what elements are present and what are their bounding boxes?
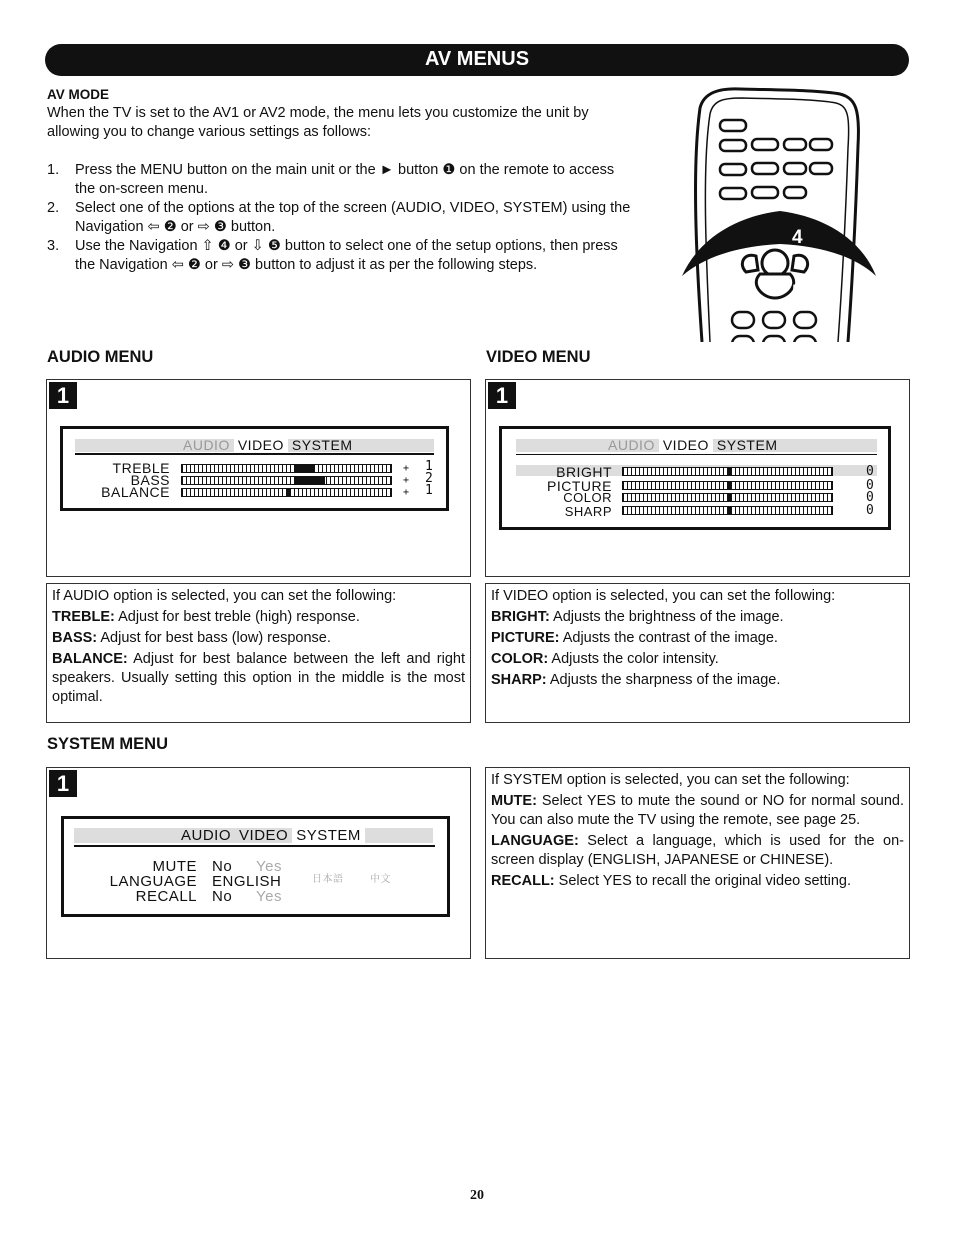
audio-desc-item: BALANCE: Adjust for best balance between the left and right speakers. Usually setting this option in the middle is the most optimal. xyxy=(52,651,465,705)
system-desc-intro: If SYSTEM option is selected, you can set the following: xyxy=(491,772,850,788)
callout-5: 5 xyxy=(792,282,803,303)
step-badge: 1 xyxy=(49,770,77,797)
balance-label: BALANCE xyxy=(101,484,170,500)
system-menu-title: SYSTEM MENU xyxy=(47,735,169,753)
bass-slider-thumb xyxy=(295,476,325,485)
tab-audio: AUDIO xyxy=(608,437,655,453)
av-mode-heading: AV MODE xyxy=(47,87,110,102)
tab-video: VIDEO xyxy=(659,439,713,452)
tab-system: SYSTEM xyxy=(716,437,778,453)
video-desc-item: BRIGHT: Adjusts the brightness of the image. xyxy=(491,609,784,625)
video-description xyxy=(485,583,910,723)
balance-slider-thumb xyxy=(286,488,291,497)
tab-audio: AUDIO xyxy=(183,437,230,453)
tab-system: SYSTEM xyxy=(292,828,365,843)
callout-2: 2 xyxy=(718,257,729,278)
system-desc-item: RECALL: Select YES to recall the original video setting. xyxy=(491,873,851,889)
video-desc-item: PICTURE: Adjusts the contrast of the image. xyxy=(491,630,778,646)
callout-4: 4 xyxy=(792,227,803,248)
treble-slider-thumb xyxy=(295,464,315,473)
bass-sign: + xyxy=(403,475,410,486)
color-label: COLOR xyxy=(563,490,612,505)
recall-label: RECALL xyxy=(135,888,197,905)
system-osd-panel xyxy=(46,767,471,959)
system-desc-item: MUTE: Select YES to mute the sound or NO for normal sound. You can also mute the TV using the remote, see page 25. xyxy=(491,793,904,828)
bass-value: 2 xyxy=(425,471,434,486)
system-osd-screen xyxy=(61,816,450,917)
color-value: 0 xyxy=(866,490,875,505)
intro-section xyxy=(47,85,637,275)
osd-divider xyxy=(74,845,435,847)
video-menu-title: VIDEO MENU xyxy=(486,348,591,366)
picture-label: PICTURE xyxy=(547,478,612,494)
sharp-slider xyxy=(622,506,833,515)
bright-value: 0 xyxy=(866,464,875,479)
video-osd-screen xyxy=(499,426,891,530)
video-desc-intro: If VIDEO option is selected, you can set the following: xyxy=(491,588,836,604)
page-number: 20 xyxy=(470,1188,484,1203)
sharp-label: SHARP xyxy=(564,504,612,519)
picture-slider xyxy=(622,481,833,490)
mute-label: MUTE xyxy=(152,858,197,875)
bass-label: BASS xyxy=(130,472,170,488)
sharp-slider-thumb xyxy=(727,506,732,515)
language-option-english: ENGLISH xyxy=(212,873,282,890)
system-description xyxy=(485,767,910,959)
mute-option-yes: Yes xyxy=(256,858,282,875)
treble-label: TREBLE xyxy=(112,460,170,476)
video-desc-item: SHARP: Adjusts the sharpness of the image. xyxy=(491,672,781,688)
tab-video: VIDEO xyxy=(234,439,288,452)
treble-value: 1 xyxy=(425,459,434,474)
audio-desc-item: BASS: Adjust for best bass (low) response. xyxy=(52,630,331,646)
steps-list xyxy=(47,161,637,275)
audio-osd-tabs xyxy=(75,439,434,452)
color-slider xyxy=(622,493,833,502)
osd-divider xyxy=(516,454,877,455)
treble-sign: + xyxy=(403,463,410,474)
mute-option-no: No xyxy=(212,858,233,875)
step-badge: 1 xyxy=(488,382,516,409)
step-item: 1. Press the MENU button on the main unit or the ► button ❶ on the remote to access the on-screen menu. xyxy=(47,162,615,197)
system-osd-tabs xyxy=(74,828,433,843)
osd-divider xyxy=(75,453,434,455)
tab-system: SYSTEM xyxy=(291,437,353,453)
remote-control-illustration xyxy=(680,86,880,342)
language-option-chinese: 中文 xyxy=(370,874,391,885)
picture-slider-thumb xyxy=(727,481,732,490)
bright-label: BRIGHT xyxy=(556,464,612,480)
page-title: AV MENUS xyxy=(45,44,909,76)
step-item: 3. Use the Navigation ⇧ ❹ or ⇩ ❺ button to select one of the setup options, then press the Navigation ⇦ ❷ or ⇨ ❸ button to adjust it as per the following steps. xyxy=(47,238,618,273)
system-desc-item: LANGUAGE: Select a language, which is used for the on-screen display (ENGLISH, JAPANESE or CHINESE). xyxy=(491,833,904,868)
tab-video: VIDEO xyxy=(239,827,289,844)
language-option-japanese: 日本語 xyxy=(312,874,344,885)
balance-value: 1 xyxy=(425,483,434,498)
recall-option-yes: Yes xyxy=(256,888,282,905)
bright-slider-thumb xyxy=(727,467,732,476)
tab-audio: AUDIO xyxy=(181,827,232,844)
video-desc-item: COLOR: Adjusts the color intensity. xyxy=(491,651,719,667)
video-osd-panel xyxy=(485,379,910,577)
video-osd-tabs xyxy=(516,439,877,452)
audio-description xyxy=(46,583,471,723)
audio-desc-intro: If AUDIO option is selected, you can set the following: xyxy=(52,588,397,604)
step-item: 2. Select one of the options at the top of the screen (AUDIO, VIDEO, SYSTEM) using the Navigation ⇦ ❷ or ⇨ ❸ button. xyxy=(47,200,631,235)
audio-menu-title: AUDIO MENU xyxy=(47,348,154,366)
picture-value: 0 xyxy=(866,478,875,493)
callout-3: 3 xyxy=(823,255,834,276)
audio-osd-panel xyxy=(46,379,471,577)
bright-slider xyxy=(622,467,833,476)
balance-sign: + xyxy=(403,487,410,498)
treble-slider xyxy=(181,464,392,473)
sharp-value: 0 xyxy=(866,503,875,518)
language-label: LANGUAGE xyxy=(109,873,197,890)
bass-slider xyxy=(181,476,392,485)
recall-option-no: No xyxy=(212,888,233,905)
intro-text: When the TV is set to the AV1 or AV2 mode, the menu lets you customize the unit by allowing you to change various settings as follows: xyxy=(47,105,589,140)
step-badge: 1 xyxy=(49,382,77,409)
audio-osd-screen xyxy=(60,426,449,511)
balance-slider xyxy=(181,488,392,497)
color-slider-thumb xyxy=(727,493,732,502)
audio-desc-item: TREBLE: Adjust for best treble (high) response. xyxy=(52,609,360,625)
